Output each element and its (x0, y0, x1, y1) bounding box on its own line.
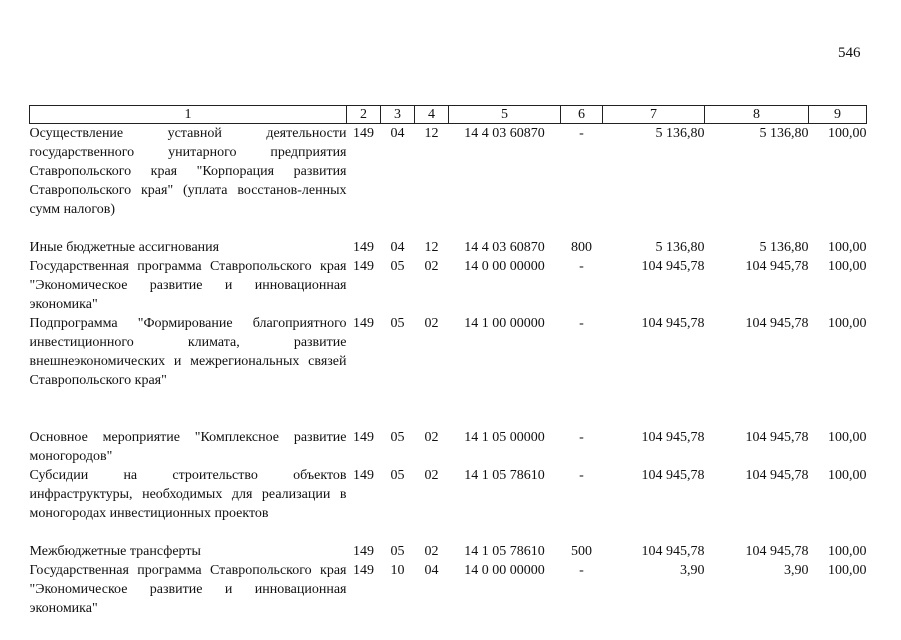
table-row (30, 466, 867, 542)
cell-executed: 5 136,80 (759, 240, 809, 255)
cell-percent: 100,00 (828, 316, 867, 331)
cell-percent: 100,00 (828, 126, 867, 141)
cell-admin-code: 149 (353, 126, 374, 141)
cell-percent: 100,00 (828, 259, 867, 274)
item-name: Основное мероприятие "Комплексное развитие моногородов" (29, 430, 347, 464)
cell-subsection: 02 (424, 430, 439, 445)
cell-percent: 100,00 (828, 430, 867, 445)
table-row (30, 238, 867, 257)
cell-admin-code: 149 (353, 544, 374, 559)
cell-executed: 3,90 (784, 563, 809, 578)
item-name: Иные бюджетные ассигнования (29, 240, 220, 255)
cell-expense-type: - (579, 563, 584, 578)
cell-subsection: 02 (424, 468, 439, 483)
cell-target-article: 14 4 03 60870 (464, 126, 545, 141)
cell-section: 04 (390, 240, 405, 255)
cell-admin-code: 149 (353, 563, 374, 578)
cell-target-article: 14 1 05 00000 (464, 430, 545, 445)
cell-planned: 104 945,78 (641, 468, 705, 483)
column-header: 6 (561, 106, 603, 124)
column-header: 2 (347, 106, 381, 124)
cell-percent: 100,00 (828, 468, 867, 483)
cell-section: 05 (390, 544, 405, 559)
column-header: 3 (381, 106, 415, 124)
budget-table (29, 105, 867, 618)
column-header: 7 (603, 106, 705, 124)
cell-section: 05 (390, 316, 405, 331)
cell-executed: 104 945,78 (745, 468, 809, 483)
column-header: 1 (30, 106, 347, 124)
cell-expense-type: - (579, 468, 584, 483)
cell-subsection: 12 (424, 240, 439, 255)
cell-subsection: 02 (424, 544, 439, 559)
cell-section: 05 (390, 468, 405, 483)
item-name: Подпрограмма "Формирование благоприятного инвестиционного климата, развитие внешнеэкономических и межрегиональных связей Ставропольского края" (29, 316, 347, 388)
cell-expense-type: - (579, 259, 584, 274)
cell-planned: 104 945,78 (641, 316, 705, 331)
column-header: 4 (415, 106, 449, 124)
cell-expense-type: - (579, 430, 584, 445)
cell-expense-type: - (579, 126, 584, 141)
cell-expense-type: - (579, 316, 584, 331)
item-name: Субсидии на строительство объектов инфраструктуры, необходимых для реализации в моногородах инвестиционных проектов (29, 468, 347, 521)
cell-planned: 5 136,80 (655, 240, 705, 255)
cell-executed: 104 945,78 (745, 430, 809, 445)
cell-executed: 104 945,78 (745, 259, 809, 274)
cell-subsection: 02 (424, 316, 439, 331)
cell-target-article: 14 1 05 78610 (464, 468, 545, 483)
cell-planned: 5 136,80 (655, 126, 705, 141)
cell-admin-code: 149 (353, 240, 374, 255)
cell-admin-code: 149 (353, 316, 374, 331)
cell-planned: 104 945,78 (641, 259, 705, 274)
cell-admin-code: 149 (353, 430, 374, 445)
column-header: 9 (809, 106, 867, 124)
cell-target-article: 14 0 00 00000 (464, 563, 545, 578)
cell-executed: 104 945,78 (745, 544, 809, 559)
item-name: Государственная программа Ставропольского края "Экономическое развитие и инновационная экономика" (29, 259, 347, 312)
cell-target-article: 14 1 00 00000 (464, 316, 545, 331)
cell-planned: 104 945,78 (641, 430, 705, 445)
header-row (30, 106, 867, 124)
item-name: Государственная программа Ставропольского края "Экономическое развитие и инновационная экономика" (29, 563, 347, 616)
table-row (30, 257, 867, 314)
cell-target-article: 14 0 00 00000 (464, 259, 545, 274)
table-row (30, 428, 867, 466)
table-row (30, 542, 867, 561)
cell-percent: 100,00 (828, 563, 867, 578)
cell-target-article: 14 4 03 60870 (464, 240, 545, 255)
cell-executed: 104 945,78 (745, 316, 809, 331)
cell-expense-type: 800 (571, 240, 592, 255)
cell-section: 05 (390, 259, 405, 274)
table-row (30, 124, 867, 239)
cell-section: 04 (390, 126, 405, 141)
page-number: 546 (838, 45, 861, 61)
cell-percent: 100,00 (828, 240, 867, 255)
cell-section: 05 (390, 430, 405, 445)
cell-admin-code: 149 (353, 468, 374, 483)
item-name: Осуществление уставной деятельности государственного унитарного предприятия Ставропольского края "Корпорация развития Ставропольского края" (уплата восстанов-ленных сумм налогов) (29, 126, 347, 217)
cell-planned: 3,90 (680, 563, 705, 578)
cell-expense-type: 500 (571, 544, 592, 559)
item-name: Межбюджетные трансферты (29, 544, 201, 559)
cell-subsection: 04 (424, 563, 439, 578)
column-header: 5 (449, 106, 561, 124)
cell-percent: 100,00 (828, 544, 867, 559)
table-row (30, 561, 867, 618)
cell-target-article: 14 1 05 78610 (464, 544, 545, 559)
cell-subsection: 12 (424, 126, 439, 141)
cell-admin-code: 149 (353, 259, 374, 274)
column-header: 8 (705, 106, 809, 124)
table-row (30, 314, 867, 428)
cell-subsection: 02 (424, 259, 439, 274)
cell-executed: 5 136,80 (759, 126, 809, 141)
cell-planned: 104 945,78 (641, 544, 705, 559)
cell-section: 10 (390, 563, 405, 578)
